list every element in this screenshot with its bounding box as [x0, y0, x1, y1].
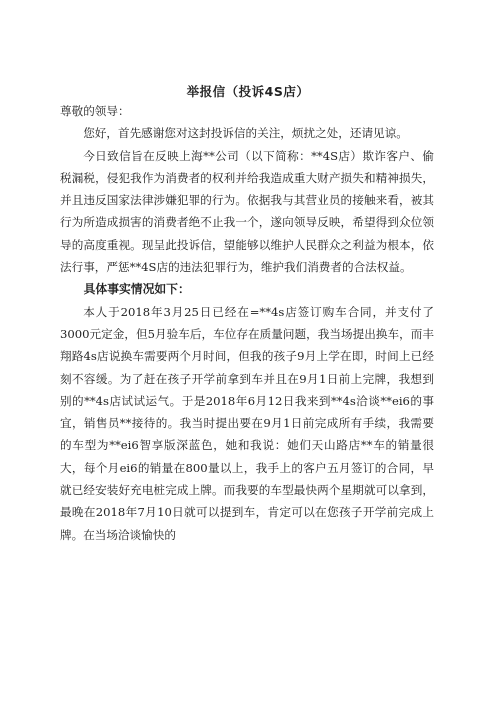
greeting-paragraph: 您好，首先感谢您对这封投诉信的关注，烦扰之处，还请见谅。	[83, 126, 408, 141]
facts-paragraph: 本人于2018年3月25日已经在=**4s店签订购车合同，并支付了3000元定金，但5月验车后，车位存在质量问题，我当场提出换车，而丰翔路4s店说换车需要两个月时间，但我的孩子9月上学在即，时间上已经刻不容缓。为了赶在孩子开学前拿到车并且在9月1日前上完牌，我想到别的**4s店试试运气。于是2018年6月12日我来到**4s洽谈**ei6的事宜，销售员**接待的。我当时提出要在9月1日前完成所有手续，我需要的车型为**ei6智享版深蓝色，她和我说：她们天山路店**车的销量很大，每个月ei6的销量在800量以上，我手上的客户五月签订的合同，早就已经安装好充电桩完成上牌。而我要的车型最快两个星期就可以拿到，最晚在2018年7月10日就可以提到车，肯定可以在您孩子开学前完成上牌。在当场洽谈愉快的	[60, 304, 434, 542]
complaint-paragraph: 今日致信旨在反映上海**公司（以下简称：**4S店）欺诈客户、偷税漏税，侵犯我作为消费者的权利并给我造成重大财产损失和精神损失，并且违反国家法律涉嫌犯罪的行为。依据我与其营业员的接触来看，被其行为所造成损害的消费者绝不止我一个，遂向领导反映，希望得到众位领导的高度重视。现呈此投诉信，望能够以维护人民群众之利益为根本，依法行事，严惩**4S店的违法犯罪行为，维护我们消费者的合法权益。	[60, 148, 434, 275]
salutation: 尊敬的领导：	[60, 104, 130, 118]
section-heading: 具体事实情况如下：	[83, 282, 190, 297]
document-body	[60, 100, 434, 546]
document-title: 举报信（投诉4S店）	[186, 84, 310, 99]
